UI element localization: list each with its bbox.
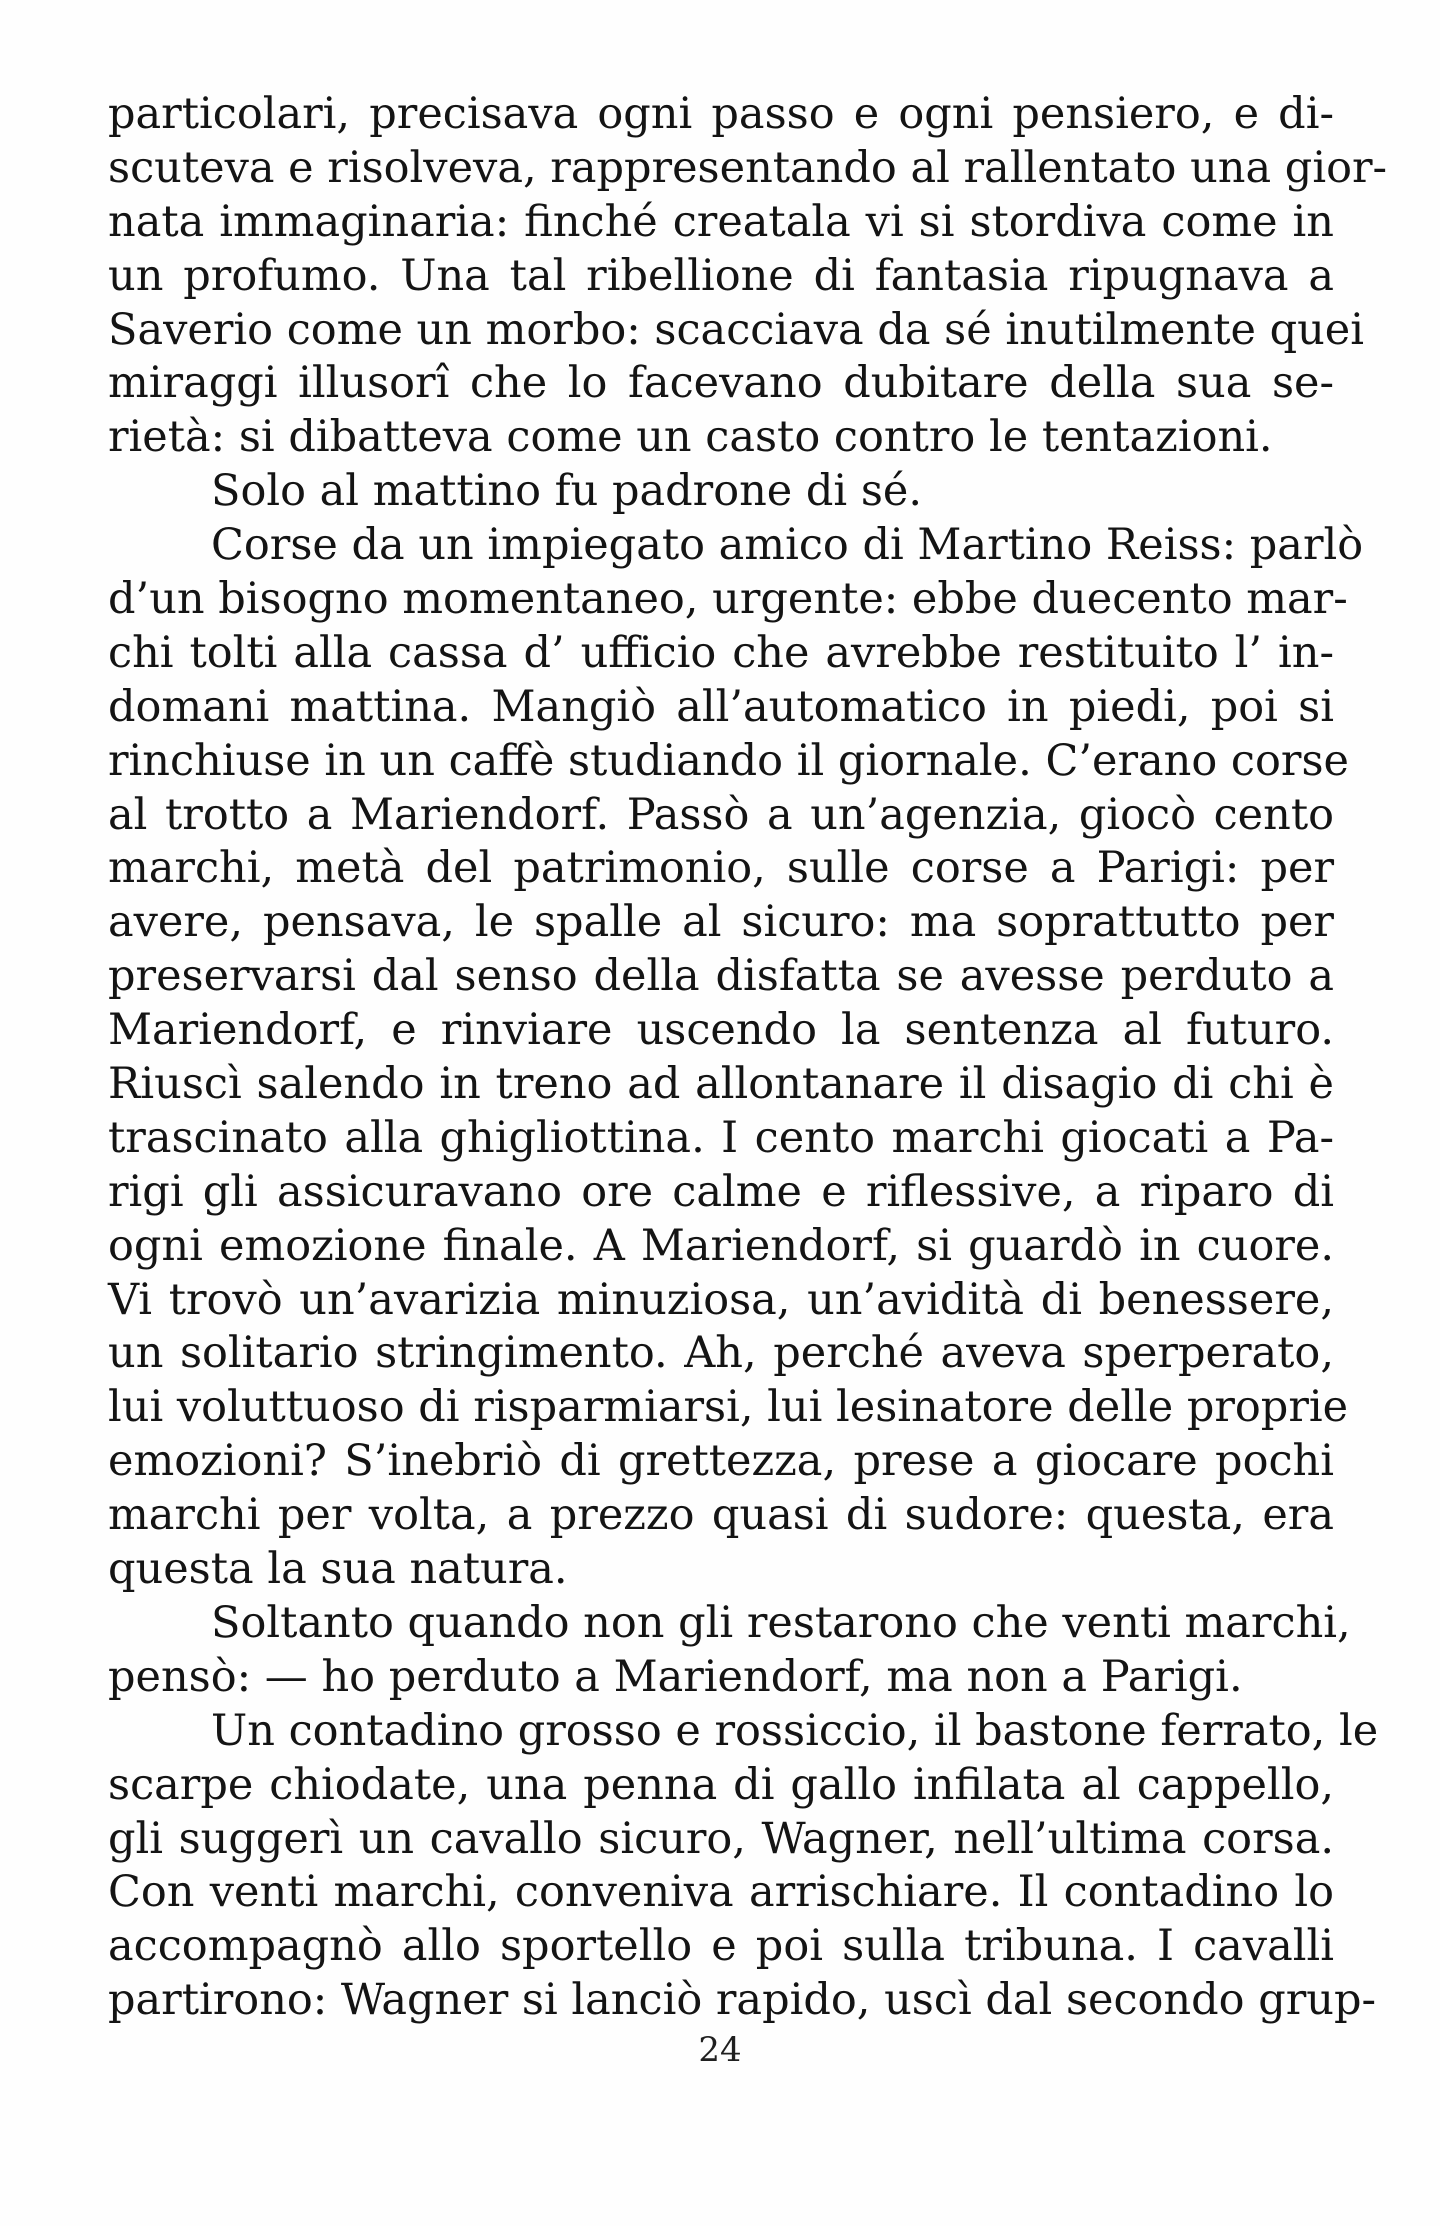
page-number: 24 — [698, 2030, 742, 2070]
text-line: d’un bisogno momentaneo, urgente: ebbe duecento mar- — [108, 574, 1348, 625]
text-line: Mariendorf, e rinviare uscendo la sentenza al futuro. — [108, 1005, 1334, 1056]
paragraph-start-line: Solo al mattino fu padrone di sé. — [211, 466, 923, 517]
text-line: gli suggerì un cavallo sicuro, Wagner, nell’ultima corsa. — [108, 1813, 1334, 1864]
text-line: un solitario stringimento. Ah, perché aveva sperperato, — [108, 1328, 1334, 1379]
text-line: rietà: si dibatteva come un casto contro le tentazioni. — [108, 412, 1273, 463]
paragraph-start-line: Soltanto quando non gli restarono che venti marchi, — [211, 1597, 1351, 1648]
body-text — [108, 88, 1388, 2028]
text-line: accompagnò allo sportello e poi sulla tribuna. I cavalli — [108, 1921, 1334, 1972]
paragraph-start-line: Un contadino grosso e rossiccio, il bastone ferrato, le — [211, 1705, 1379, 1756]
text-line: Con venti marchi, conveniva arrischiare. Il contadino lo — [108, 1867, 1334, 1918]
text-line: domani mattina. Mangiò all’automatico in piedi, poi si — [108, 681, 1334, 732]
text-line: scarpe chiodate, una penna di gallo infilata al cappello, — [108, 1759, 1334, 1810]
text-line: ogni emozione finale. A Mariendorf, si guardò in cuore. — [108, 1220, 1334, 1271]
text-line: rigi gli assicuravano ore calme e riflessive, a riparo di — [108, 1166, 1334, 1217]
text-line: preservarsi dal senso della disfatta se avesse perduto a — [108, 951, 1334, 1002]
text-line: rinchiuse in un caffè studiando il giornale. C’erano corse — [108, 735, 1349, 786]
text-line: nata immaginaria: finché creatala vi si stordiva come in — [108, 196, 1334, 247]
text-line: al trotto a Mariendorf. Passò a un’agenzia, giocò cento — [108, 789, 1334, 840]
text-line: emozioni? S’inebriò di grettezza, prese a giocare pochi — [108, 1436, 1334, 1487]
text-line: trascinato alla ghigliottina. I cento marchi giocati a Pa- — [108, 1112, 1334, 1163]
text-line: lui voluttuoso di risparmiarsi, lui lesinatore delle proprie — [108, 1382, 1349, 1433]
text-line: partirono: Wagner si lanciò rapido, uscì dal secondo grup- — [108, 1975, 1377, 2026]
text-line: Vi trovò un’avarizia minuziosa, un’avidità di benessere, — [108, 1274, 1334, 1325]
text-line: Riuscì salendo in treno ad allontanare il disagio di chi è — [108, 1059, 1334, 1110]
text-line: questa la sua natura. — [108, 1544, 568, 1595]
paragraph-start-line: Corse da un impiegato amico di Martino Reiss: parlò — [211, 520, 1364, 571]
text-line: scuteva e risolveva, rappresentando al rallentato una gior- — [108, 142, 1388, 193]
text-line: marchi per volta, a prezzo quasi di sudore: questa, era — [108, 1490, 1334, 1541]
text-line: avere, pensava, le spalle al sicuro: ma soprattutto per — [108, 897, 1334, 948]
text-line: pensò: — ho perduto a Mariendorf, ma non a Parigi. — [108, 1651, 1243, 1702]
text-line: particolari, precisava ogni passo e ogni pensiero, e di- — [108, 89, 1334, 139]
text-line: marchi, metà del patrimonio, sulle corse a Parigi: per — [108, 843, 1334, 894]
text-line: un profumo. Una tal ribellione di fantasia ripugnava a — [108, 250, 1334, 301]
text-line: Saverio come un morbo: scacciava da sé inutilmente quei — [108, 304, 1365, 355]
text-line: chi tolti alla cassa d’ ufficio che avrebbe restituito l’ in- — [108, 627, 1334, 678]
text-line: miraggi illusorî che lo facevano dubitare della sua se- — [108, 358, 1334, 409]
